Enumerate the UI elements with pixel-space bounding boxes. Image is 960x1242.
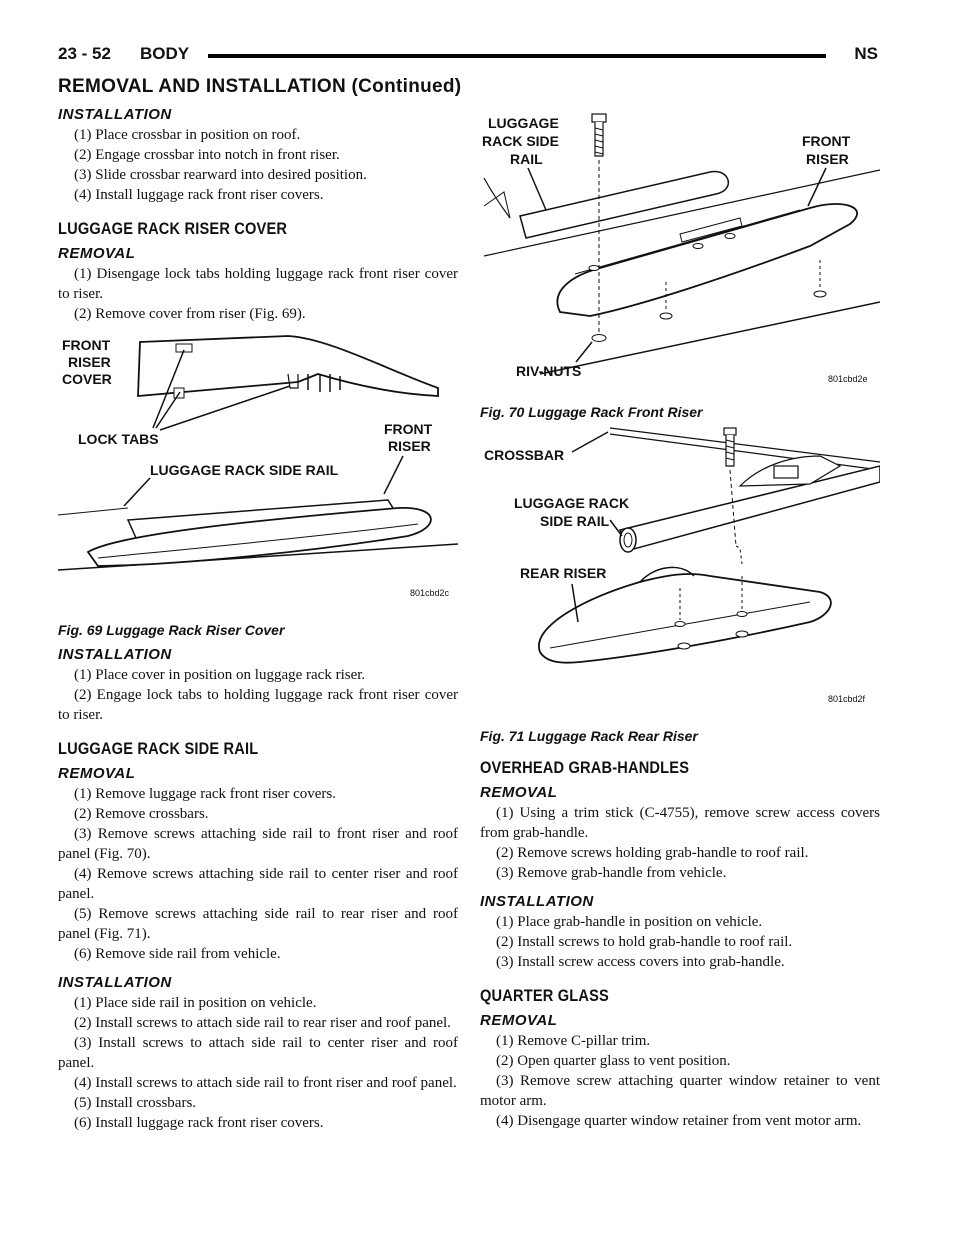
figure-71-illustration (480, 426, 880, 726)
step: (6) Install luggage rack front riser covers. (74, 1115, 324, 1131)
removal-heading: REMOVAL (58, 245, 136, 262)
figure-70 (480, 106, 880, 420)
figure-69-illustration (58, 330, 458, 620)
header-rule (208, 54, 826, 58)
figure-code: 801cbd2f (828, 694, 866, 704)
installation-heading: INSTALLATION (58, 974, 172, 991)
step: (2) Engage lock tabs to holding luggage rack front riser cover to riser. (58, 687, 458, 723)
label-side-rail: RAIL (510, 151, 543, 167)
step: (3) Remove grab-handle from vehicle. (496, 865, 727, 881)
step: (1) Place crossbar in position on roof. (74, 127, 301, 143)
label-side-rail: RACK SIDE (482, 133, 560, 149)
label-front-riser-cover: COVER (62, 371, 112, 387)
label-lock-tabs: LOCK TABS (78, 431, 159, 447)
section-title-grab-handles: OVERHEAD GRAB-HANDLES (480, 758, 690, 777)
step: (2) Remove screws holding grab-handle to roof rail. (496, 845, 809, 861)
label-side-rail: LUGGAGE RACK SIDE RAIL (150, 462, 339, 478)
label-rear-riser: REAR RISER (520, 565, 607, 581)
label-front-riser: FRONT (802, 133, 851, 149)
step: (3) Install screws to attach side rail to center riser and roof panel. (58, 1035, 458, 1071)
step: (4) Install screws to attach side rail to front riser and roof panel. (74, 1075, 457, 1091)
label-side-rail: LUGGAGE (488, 115, 559, 131)
figure-69 (58, 330, 458, 638)
installation-heading: INSTALLATION (58, 106, 172, 123)
figure-70-caption: Fig. 70 Luggage Rack Front Riser (480, 404, 703, 420)
page-number: 23 - 52 (58, 44, 111, 63)
label-front-riser-cover: RISER (68, 354, 111, 370)
step: (6) Remove side rail from vehicle. (74, 946, 281, 962)
label-front-riser: FRONT (384, 421, 433, 437)
step: (5) Install crossbars. (74, 1095, 197, 1111)
section-title-riser-cover: LUGGAGE RACK RISER COVER (58, 219, 288, 238)
step: (3) Slide crossbar rearward into desired position. (74, 167, 367, 183)
vehicle-code: NS (854, 44, 878, 63)
step: (4) Install luggage rack front riser covers. (74, 187, 324, 203)
figure-71-caption: Fig. 71 Luggage Rack Rear Riser (480, 728, 698, 744)
step: (1) Place grab-handle in position on vehicle. (496, 914, 763, 930)
right-column (480, 106, 880, 1131)
figure-code: 801cbd2c (410, 588, 450, 598)
step: (1) Using a trim stick (C-4755), remove screw access covers from grab-handle. (480, 805, 880, 841)
continued-title: REMOVAL AND INSTALLATION (Continued) (58, 76, 462, 97)
label-front-riser: RISER (388, 438, 431, 454)
label-side-rail: SIDE RAIL (540, 513, 610, 529)
removal-heading: REMOVAL (58, 765, 136, 782)
step: (4) Disengage quarter window retainer from vent motor arm. (496, 1113, 862, 1129)
left-column (58, 106, 458, 1133)
figure-code: 801cbd2e (828, 374, 868, 384)
installation-heading: INSTALLATION (480, 893, 594, 910)
step: (3) Remove screws attaching side rail to front riser and roof panel (Fig. 70). (58, 826, 458, 862)
installation-heading: INSTALLATION (58, 646, 172, 663)
page-header (58, 44, 878, 68)
label-side-rail: LUGGAGE RACK (514, 495, 630, 511)
step: (2) Remove crossbars. (74, 806, 209, 822)
step: (1) Disengage lock tabs holding luggage rack front riser cover to riser. (58, 266, 458, 302)
step: (1) Place cover in position on luggage rack riser. (74, 667, 366, 683)
step: (2) Open quarter glass to vent position. (496, 1053, 731, 1069)
section-name: BODY (140, 44, 190, 63)
label-front-riser-cover: FRONT (62, 337, 111, 353)
label-riv-nuts: RIV-NUTS (516, 363, 582, 379)
section-title-side-rail: LUGGAGE RACK SIDE RAIL (58, 739, 259, 758)
step: (2) Install screws to hold grab-handle to roof rail. (496, 934, 793, 950)
step: (5) Remove screws attaching side rail to rear riser and roof panel (Fig. 71). (58, 906, 458, 942)
step: (1) Remove luggage rack front riser covers. (74, 786, 336, 802)
step: (3) Remove screw attaching quarter window retainer to vent motor arm. (480, 1073, 880, 1109)
step: (2) Engage crossbar into notch in front riser. (74, 147, 340, 163)
step: (1) Remove C-pillar trim. (496, 1033, 651, 1049)
figure-69-caption: Fig. 69 Luggage Rack Riser Cover (58, 622, 285, 638)
step: (2) Remove cover from riser (Fig. 69). (74, 306, 306, 322)
removal-heading: REMOVAL (480, 784, 558, 801)
section-title-quarter-glass: QUARTER GLASS (480, 986, 609, 1005)
step: (4) Remove screws attaching side rail to center riser and roof panel. (58, 866, 458, 902)
step: (3) Install screw access covers into grab-handle. (496, 954, 785, 970)
removal-heading: REMOVAL (480, 1012, 558, 1029)
figure-70-illustration (480, 106, 880, 402)
label-front-riser: RISER (806, 151, 849, 167)
label-crossbar: CROSSBAR (484, 447, 565, 463)
figure-71 (480, 426, 880, 744)
step: (1) Place side rail in position on vehicle. (74, 995, 317, 1011)
step: (2) Install screws to attach side rail to rear riser and roof panel. (74, 1015, 451, 1031)
